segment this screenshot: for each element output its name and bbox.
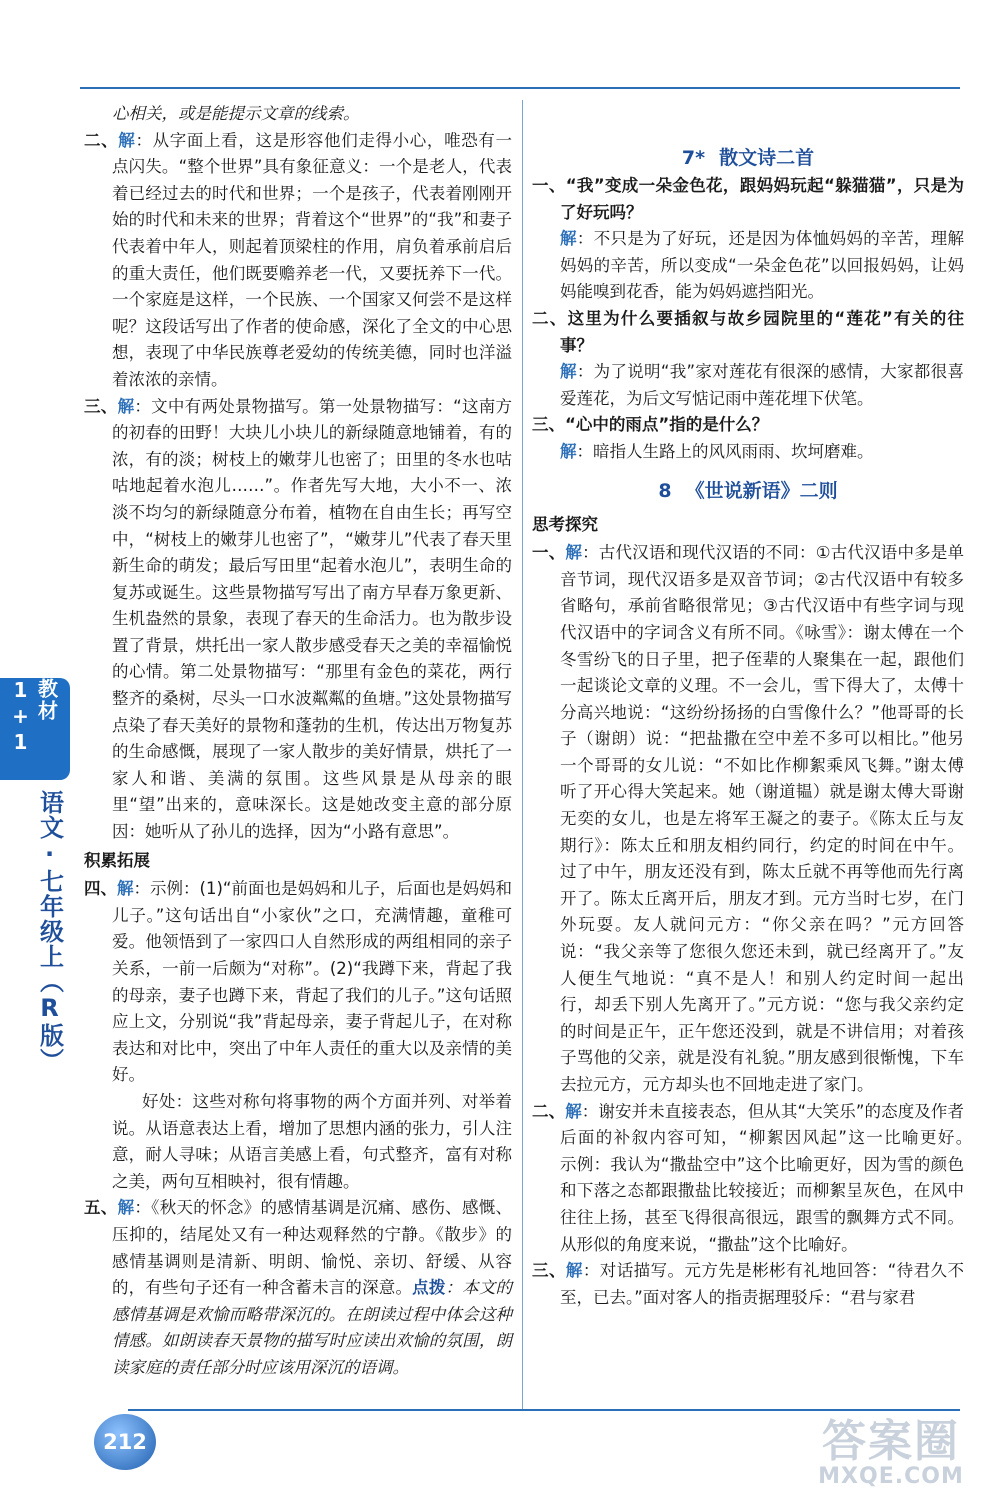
- side-book-title: 语文·七年级上（R版）: [35, 790, 64, 1073]
- answer-number: 二、: [532, 1101, 566, 1121]
- side-tab: 教材1+1: [0, 678, 70, 780]
- answer-number: 三、: [532, 1261, 566, 1281]
- left-column: [84, 101, 512, 1382]
- watermark-text: 答案圈: [822, 1416, 960, 1467]
- answer-marker: 解: [560, 362, 577, 382]
- answer-marker: 解: [118, 130, 136, 150]
- question-2: [532, 306, 964, 359]
- answer-marker: 解: [560, 229, 577, 249]
- lesson-title-7: [532, 143, 964, 173]
- answer-text: ：《秋天的怀念》的感情基调是沉痛、感伤、感慨、压抑的，结尾处又有一种达观释然的宁静。《散步》的感情基调则是清新、明朗、愉悦、亲切、舒缓、从容的，有些句子还有一种含蓄未言的深意。: [112, 1198, 513, 1298]
- answer-4-extra: 好处：这些对称句将事物的两个方面并列、对举着说。从语意表达上看，增加了思想内涵的张力，引人注意，耐人寻味；从语言美感上看，句式整齐，富有对称之美，两句互相映衬，很有情趣。: [112, 1091, 512, 1191]
- answer-marker: 解: [565, 543, 583, 563]
- answer-marker: 解: [560, 441, 577, 461]
- answer-marker: 解: [117, 396, 135, 416]
- answer-3: [84, 394, 512, 846]
- continuation-line: 心相关，或是能提示文章的线索。: [112, 104, 360, 123]
- watermark: [796, 1418, 986, 1490]
- lesson-name: 《世说新语》二则: [685, 479, 838, 502]
- question-text: “心中的雨点”指的是什么？: [565, 415, 769, 435]
- answer-number: 三、: [84, 396, 118, 416]
- answer-text: ：暗指人生路上的风风雨雨、坎坷磨难。: [576, 441, 874, 461]
- answer-number: 二、: [84, 130, 119, 150]
- question-text: “我”变成一朵金色花，跟妈妈玩起“躲猫猫”，只是为了好玩吗？: [560, 176, 964, 222]
- answer-text: ：从字面上看，这是形容他们走得小心，唯恐有一点闪失。“整个世界”具有象征意义：一个是老人，代表着已经过去的时代和世界；一个是孩子，代表着刚刚开始的时代和未来的世界；背着这个“世界”的“我”和妻子代表着中年人，则起着顶梁柱的作用，肩负着承前启后的重大责任，他们既要赡养老一代，又要抚养下一代。一个家庭是这样，一个民族、一个国家又何尝不是这样呢？这段话写出了作者的使命感，深化了全文的中心思想，表现了中华民族尊老爱幼的传统美德，同时也洋溢着浓浓的亲情。: [112, 130, 513, 389]
- question-1: [532, 173, 964, 226]
- column-divider: [522, 100, 523, 1410]
- question-number: 三、: [532, 415, 565, 435]
- question-text: 这里为什么要插叙与故乡园院里的“莲花”有关的往事？: [560, 308, 964, 355]
- lesson-name: 散文诗二首: [719, 147, 815, 169]
- answer-s3: [532, 1258, 964, 1311]
- section-heading: 思考探究: [532, 514, 598, 534]
- right-column: [532, 143, 981, 1311]
- answer-number: 四、: [84, 879, 118, 899]
- question-number: 二、: [532, 308, 568, 328]
- question-number: 一、: [532, 176, 566, 195]
- lesson-title-8: [532, 476, 964, 506]
- answer-marker: 解: [117, 879, 134, 899]
- tip-text: ：本文的感情基调是欢愉而略带深沉的。在朗读过程中体会这种情感。如朗读春天景物的描写时应读出欢愉的氛围，朗读家庭的责任部分时应该用深沉的语调。: [112, 1278, 513, 1377]
- answer-number: 五、: [84, 1198, 118, 1218]
- answer-text: ：为了说明“我”家对莲花有很深的感情，大家都很喜爱莲花，为后文写惦记雨中莲花埋下伏笔。: [560, 362, 964, 408]
- answer-r1: [532, 226, 964, 306]
- answer-s2: [532, 1099, 981, 1259]
- footer-rule: [128, 1409, 960, 1411]
- answer-s1: [532, 540, 964, 1098]
- answer-text: ：对话描写。元方先是彬彬有礼地回答：“待君久不至，已去。”面对客人的指责据理驳斥：“君与家君: [560, 1261, 964, 1307]
- answer-text: ：示例：(1)“前面也是妈妈和儿子，后面也是妈妈和儿子。”这句话出自“小家伙”之口，充满情趣，童稚可爱。他领悟到了一家四口人自然形成的两组相同的亲子关系，一前一后颇为“对称”。(2)“我蹲下来，背起了我的母亲，妻子也蹲下来，背起了我们的儿子。”这句话照应上文，分别说“我”背起母亲，妻子背起儿子，在对称表达和对比中，突出了中年人责任的重大以及亲情的美好。: [112, 879, 513, 1085]
- answer-4: [84, 876, 512, 1089]
- answer-text: ：文中有两处景物描写。第一处景物描写：“这南方的初春的田野！大块儿小块儿的新绿随意地铺着，有的浓，有的淡；树枝上的嫩芽儿也密了；田里的冬水也咕咕地起着水泡儿……”。作者先写大地，大小不一、浓淡不均匀的新绿随意分布着，植物在自由生长；再写空中，“树枝上的嫩芽儿也密了”，“嫩芽儿”代表了春天里新生命的萌发；最后写田里“起着水泡儿”，表明生命的复苏或诞生。这些景物描写写出了南方早春万象更新、生机盎然的景象，表现了春天的生命活力。也为散步设置了背景，烘托出一家人散步感受春天之美的幸福愉悦的心情。第二处景物描写：“那里有金色的菜花，两行整齐的桑树，尽头一口水波粼粼的鱼塘。”这处景物描写点染了春天美好的景物和蓬勃的生机，传达出万物复苏的生命感慨，展现了一家人散步的美好情景，烘托了一家人和谐、美满的氛围。这些风景是从母亲的眼里“望”出来的，意味深长。这是她改变主意的部分原因：她听从了孙儿的选择，因为“小路有意思”。: [112, 396, 512, 842]
- header-rule: [80, 87, 960, 89]
- section-heading: 积累拓展: [84, 850, 150, 870]
- tip-label: 点拨: [412, 1278, 446, 1298]
- answer-r2: [532, 359, 964, 412]
- answer-2: [84, 128, 512, 394]
- lesson-number: 7*: [681, 147, 706, 169]
- answer-r3: [532, 439, 964, 466]
- question-3: [532, 412, 964, 439]
- lesson-number: 8: [658, 479, 672, 502]
- answer-marker: 解: [565, 1261, 583, 1281]
- answer-marker: 解: [565, 1101, 582, 1121]
- answer-number: 一、: [532, 543, 566, 563]
- watermark-url: MXQE.COM: [818, 1464, 964, 1489]
- answer-text: ：不只是为了好玩，还是因为体恤妈妈的辛苦，理解妈妈的辛苦，所以变成“一朵金色花”以回报妈妈，让妈妈能嗅到花香，能为妈妈遮挡阳光。: [560, 229, 965, 302]
- page-number: 212: [94, 1414, 156, 1470]
- answer-text: ：谢安并未直接表态，但从其“大笑乐”的态度及作者后面的补叙内容可知，“柳絮因风起”这一比喻更好。 示例：我认为“撒盐空中”这个比喻更好，因为雪的颜色和下落之态都跟撒盐比较接近；而柳絮呈灰色，在风中往往上扬，甚至飞得很高很远，跟雪的飘舞方式不同。从形似的角度来说，“撒盐”这个比喻好。: [560, 1101, 981, 1254]
- answer-5: [84, 1195, 512, 1381]
- answer-marker: 解: [117, 1198, 135, 1218]
- answer-text: ：古代汉语和现代汉语的不同：①古代汉语中多是单音节词，现代汉语多是双音节词；②古代汉语中有较多省略句，承前省略很常见；③古代汉语中有些字词与现代汉语中的字词含义有所不同。《咏雪》：谢太傅在一个冬雪纷飞的日子里，把子侄辈的人聚集在一起，跟他们一起谈论文章的义理。不一会儿，雪下得大了，太傅十分高兴地说：“这纷纷扬扬的白雪像什么？”他哥哥的长子（谢朗）说：“把盐撒在空中差不多可以相比。”他另一个哥哥的女儿说：“不如比作柳絮乘风飞舞。”谢太傅听了开心得大笑起来。她（谢道韫）就是谢太傅大哥谢无奕的女儿，也是左将军王凝之的妻子。《陈太丘与友期行》：陈太丘和朋友相约同行，约定的时间在中午。过了中午，朋友还没有到，陈太丘就不再等他而先行离开了。陈太丘离开后，朋友才到。元方当时七岁，在门外玩耍。友人就问元方：“你父亲在吗？”元方回答说：“我父亲等了您很久您还未到，就已经离开了。”友人便生气地说：“真不是人！和别人约定时间一起出行，却丢下别人先离开了。”元方说：“您与我父亲约定的时间是正午，正午您还没到，就是不讲信用；对着孩子骂他的父亲，就是没有礼貌。”朋友感到很惭愧，下车去拉元方，元方却头也不回地走进了家门。: [560, 543, 965, 1094]
